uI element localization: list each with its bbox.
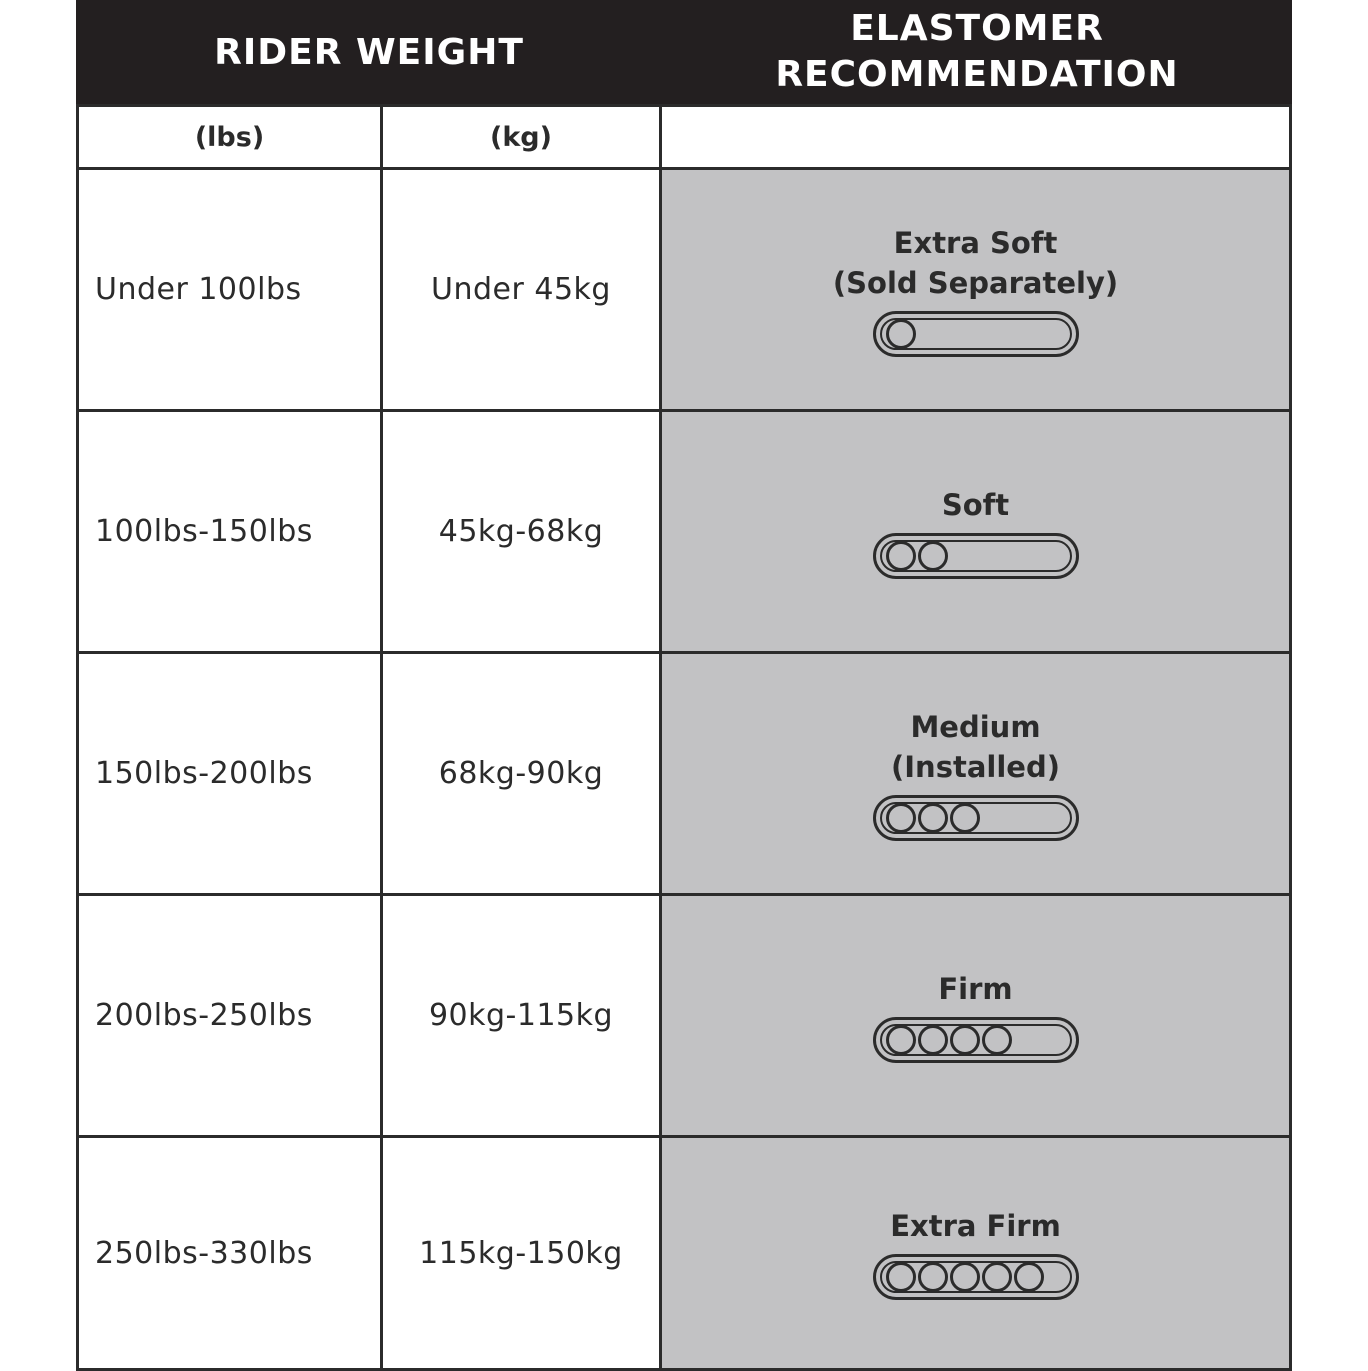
elastomer-ring-icon [982, 1025, 1012, 1055]
weight-lbs-cell: 100lbs-150lbs [76, 409, 383, 654]
elastomer-tube [880, 1261, 1072, 1293]
elastomer-firmness-icon [873, 1254, 1079, 1300]
elastomer-ring-icon [886, 1025, 916, 1055]
elastomer-ring-icon [950, 1025, 980, 1055]
elastomer-name: Extra Soft [893, 225, 1058, 260]
weight-lbs-cell: 250lbs-330lbs [76, 1135, 383, 1371]
recommendation-column-header [659, 104, 1292, 170]
elastomer-tube [880, 540, 1072, 572]
elastomer-tube [880, 318, 1072, 350]
elastomer-ring-icon [950, 803, 980, 833]
kg-column-header: (kg) [380, 104, 662, 170]
elastomer-firmness-icon [873, 311, 1079, 357]
elastomer-heading-line2: RECOMMENDATION [775, 54, 1179, 95]
elastomer-name: Extra Firm [890, 1209, 1061, 1243]
elastomer-recommendation-cell [659, 167, 1292, 412]
weight-kg-cell: Under 45kg [380, 167, 662, 412]
elastomer-recommendation-cell [659, 1135, 1292, 1371]
elastomer-firmness-icon [873, 533, 1079, 579]
elastomer-recommendation-heading [662, 0, 1292, 104]
weight-kg-cell: 68kg-90kg [380, 651, 662, 896]
elastomer-ring-icon [886, 1262, 916, 1292]
elastomer-name: Firm [938, 971, 1013, 1006]
weight-kg-cell: 90kg-115kg [380, 893, 662, 1138]
elastomer-note: (Installed) [891, 749, 1060, 784]
elastomer-tube [880, 802, 1072, 834]
elastomer-name: Medium [910, 709, 1041, 744]
elastomer-ring-icon [950, 1262, 980, 1292]
elastomer-ring-icon [918, 1025, 948, 1055]
weight-kg-cell: 45kg-68kg [380, 409, 662, 654]
weight-lbs-cell: Under 100lbs [76, 167, 383, 412]
elastomer-ring-icon [918, 1262, 948, 1292]
elastomer-ring-icon [886, 803, 916, 833]
elastomer-chart [76, 0, 1292, 1368]
elastomer-tube [880, 1024, 1072, 1056]
table-header [76, 0, 1292, 104]
elastomer-recommendation-cell [659, 893, 1292, 1138]
elastomer-recommendation-cell [659, 409, 1292, 654]
weight-kg-cell: 115kg-150kg [380, 1135, 662, 1371]
elastomer-firmness-icon [873, 1017, 1079, 1063]
elastomer-ring-icon [886, 541, 916, 571]
elastomer-firmness-icon [873, 795, 1079, 841]
elastomer-ring-icon [918, 541, 948, 571]
elastomer-note: (Sold Separately) [832, 265, 1119, 300]
elastomer-ring-icon [982, 1262, 1012, 1292]
rider-weight-heading: RIDER WEIGHT [214, 31, 524, 73]
elastomer-ring-icon [886, 319, 916, 349]
elastomer-ring-icon [918, 803, 948, 833]
elastomer-heading-line1: ELASTOMER [850, 8, 1104, 49]
elastomer-recommendation-cell [659, 651, 1292, 896]
lbs-column-header: (lbs) [76, 104, 383, 170]
weight-lbs-cell: 200lbs-250lbs [76, 893, 383, 1138]
weight-lbs-cell: 150lbs-200lbs [76, 651, 383, 896]
elastomer-ring-icon [1014, 1262, 1044, 1292]
elastomer-name: Soft [941, 487, 1010, 522]
